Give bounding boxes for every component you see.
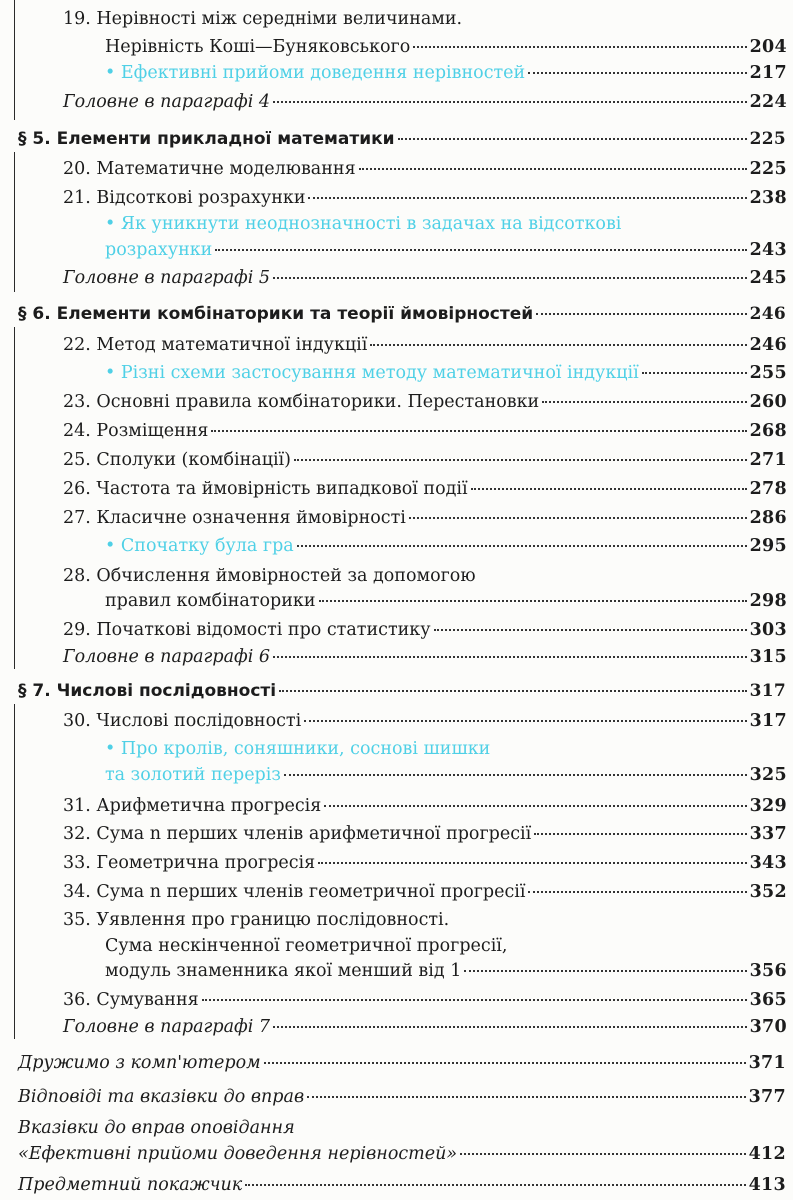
page-number: 245: [749, 268, 787, 288]
toc-section-6[interactable]: § 6. Елементи комбінаторики та теорії ймовірностей 246: [18, 304, 786, 324]
toc-entry-22-extra[interactable]: • Різні схеми застосування методу математичної індукції 255: [105, 363, 787, 383]
toc-entry-30-extra-line1: • Про кролів, соняшники, соснові шишки: [105, 739, 491, 759]
page-number: 243: [749, 240, 787, 260]
page-number: 217: [749, 63, 787, 83]
toc-entry-30[interactable]: 30. Числові послідовності 317: [63, 711, 787, 731]
toc-entry-29[interactable]: 29. Початкові відомості про статистику 303: [63, 620, 787, 640]
toc-entry-31[interactable]: 31. Арифметична прогресія 329: [63, 796, 787, 816]
page-number: 315: [749, 647, 787, 667]
toc-answers[interactable]: Відповіді та вказівки до вправ 377: [18, 1087, 786, 1107]
page-number: 413: [748, 1175, 786, 1195]
toc-entry-19[interactable]: Нерівність Коші—Буняковського 204: [105, 37, 787, 57]
page-number: 295: [749, 536, 787, 556]
section-4-block: [14, 0, 787, 120]
toc-entry-28-line1: 28. Обчислення ймовірностей за допомогою: [63, 566, 476, 586]
section-6-block: [14, 327, 787, 669]
toc-entry-27-extra[interactable]: • Спочатку була гра 295: [105, 536, 787, 556]
page-number: 298: [749, 591, 787, 611]
toc-entry-24[interactable]: 24. Розміщення 268: [63, 421, 787, 441]
toc-entry-33[interactable]: 33. Геометрична прогресія 343: [63, 853, 787, 873]
page-number: 246: [749, 304, 786, 324]
page-number: 412: [748, 1144, 786, 1164]
toc-computer-section[interactable]: Дружимо з комп'ютером 371: [18, 1053, 786, 1073]
toc-entry-19-extra[interactable]: • Ефективні прийоми доведення нерівностей 217: [105, 63, 787, 83]
toc-entry-27[interactable]: 27. Класичне означення ймовірності 286: [63, 508, 787, 528]
section-7-block: [14, 704, 787, 1039]
page-number: 303: [749, 620, 787, 640]
toc-entry-21-extra[interactable]: розрахунки 243: [105, 240, 787, 260]
page-number: 317: [749, 681, 786, 701]
toc-entry-35[interactable]: модуль знаменника якої менший від 1 356: [105, 961, 787, 981]
page-number: 343: [749, 853, 787, 873]
toc-section-5[interactable]: § 5. Елементи прикладної математики 225: [18, 129, 786, 149]
page-number: 225: [749, 159, 787, 179]
toc-entry-26[interactable]: 26. Частота та ймовірність випадкової події 278: [63, 479, 787, 499]
page-number: 204: [749, 37, 787, 57]
toc-summary-5[interactable]: Головне в параграфі 5 245: [63, 268, 787, 288]
page-number: 224: [749, 92, 787, 112]
toc-entry-30-extra[interactable]: та золотий переріз 325: [105, 765, 787, 785]
page-number: 352: [749, 882, 787, 902]
toc-summary-7[interactable]: Головне в параграфі 7 370: [63, 1017, 787, 1037]
toc-entry-21[interactable]: 21. Відсоткові розрахунки 238: [63, 188, 787, 208]
page-number: 317: [749, 711, 787, 731]
toc-entry-35-line1: 35. Уявлення про границю послідовності.: [63, 910, 450, 930]
page-number: 377: [748, 1087, 786, 1107]
toc-section-7[interactable]: § 7. Числові послідовності 317: [18, 681, 786, 701]
toc-summary-6[interactable]: Головне в параграфі 6 315: [63, 647, 787, 667]
page-number: 268: [749, 421, 787, 441]
page-number: 271: [749, 450, 787, 470]
page-number: 371: [748, 1053, 786, 1073]
toc-entry-20[interactable]: 20. Математичне моделювання 225: [63, 159, 787, 179]
page-number: 238: [749, 188, 787, 208]
toc-entry-36[interactable]: 36. Сумування 365: [63, 990, 787, 1010]
toc-entry-25[interactable]: 25. Сполуки (комбінації) 271: [63, 450, 787, 470]
toc-summary-4[interactable]: Головне в параграфі 4 224: [63, 92, 787, 112]
page-number: 278: [749, 479, 787, 499]
toc-index[interactable]: Предметний покажчик 413: [18, 1175, 786, 1195]
page-number: 246: [749, 335, 787, 355]
page-number: 255: [749, 363, 787, 383]
toc-hints-line1: Вказівки до вправ оповідання: [18, 1118, 295, 1138]
toc-entry-32[interactable]: 32. Сума n перших членів арифметичної прогресії 337: [63, 824, 787, 844]
page-number: 260: [749, 392, 787, 412]
page-number: 225: [749, 129, 786, 149]
toc-hints[interactable]: «Ефективні прийоми доведення нерівностей» 412: [18, 1144, 786, 1164]
page-number: 325: [749, 765, 787, 785]
toc-entry-22[interactable]: 22. Метод математичної індукції 246: [63, 335, 787, 355]
toc-entry-28[interactable]: правил комбінаторики 298: [105, 591, 787, 611]
page-number: 337: [749, 824, 787, 844]
toc-entry-23[interactable]: 23. Основні правила комбінаторики. Перестановки 260: [63, 392, 787, 412]
toc-entry-35-line2: Сума нескінченної геометричної прогресії,: [105, 936, 508, 956]
section-5-block: [14, 152, 787, 292]
toc-entry-21-extra-line1: • Як уникнути неоднозначності в задачах на відсоткові: [105, 214, 622, 234]
page-number: 286: [749, 508, 787, 528]
page-number: 365: [749, 990, 787, 1010]
page-number: 370: [749, 1017, 787, 1037]
toc-entry-19-line1: 19. Нерівності між середніми величинами.: [63, 9, 463, 29]
toc-entry-34[interactable]: 34. Сума n перших членів геометричної прогресії 352: [63, 882, 787, 902]
page-number: 329: [749, 796, 787, 816]
page-number: 356: [749, 961, 787, 981]
